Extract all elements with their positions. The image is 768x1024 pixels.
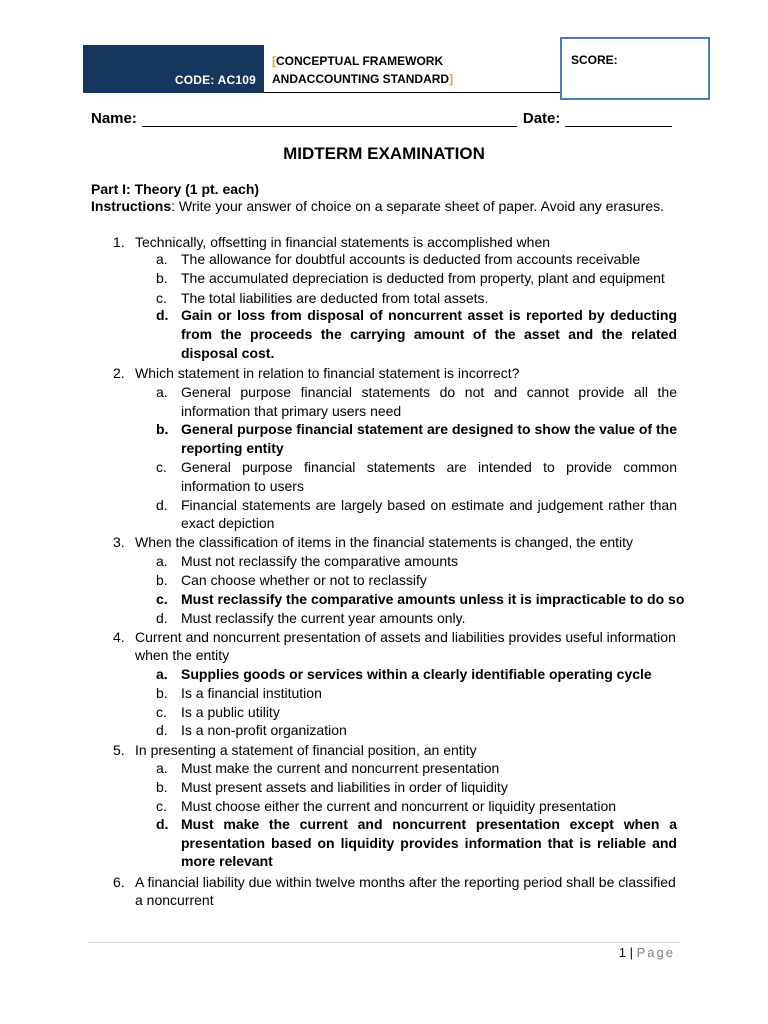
name-label: Name: — [91, 110, 137, 127]
option-letter: b. — [156, 421, 169, 437]
question-number: 3. — [113, 534, 125, 550]
date-label: Date: — [522, 110, 561, 127]
course-title-line2: ANDACCOUNTING STANDARD — [272, 72, 450, 86]
question-text: Current and noncurrent presentation of assets and liabilities provides useful information — [135, 629, 676, 645]
option-letter: b. — [156, 685, 168, 701]
option-letter: b. — [156, 572, 168, 588]
instructions-label: Instructions — [91, 198, 172, 214]
option-text: Gain or loss from disposal of noncurrent asset is reported by deducting — [181, 307, 677, 323]
question-number: 2. — [113, 365, 125, 381]
option-letter: a. — [156, 384, 168, 400]
option-letter: c. — [156, 459, 167, 475]
option-text: Must choose either the current and noncurrent or liquidity presentation — [181, 798, 617, 814]
course-title-line1: CONCEPTUAL FRAMEWORK — [276, 54, 444, 68]
question-text: A financial liability due within twelve months after the reporting period shall be classified — [135, 874, 676, 890]
option-text: information that primary users need — [181, 403, 402, 419]
option-text: Must reclassify the comparative amounts unless it is impracticable to do so — [181, 591, 685, 607]
option-text: General purpose financial statements are intended to provide common — [181, 459, 677, 475]
score-box — [560, 37, 710, 100]
option-text: Financial statements are largely based on estimate and judgement rather than — [181, 497, 677, 513]
bracket-close: ] — [449, 72, 454, 86]
option-text: The total liabilities are deducted from total assets. — [181, 290, 489, 306]
option-text: Must reclassify the current year amounts only. — [181, 610, 466, 626]
option-text: information to users — [181, 478, 304, 494]
option-letter: a. — [156, 760, 168, 776]
option-text: Is a financial institution — [181, 685, 322, 701]
option-text: Must make the current and noncurrent presentation — [181, 760, 500, 776]
question-text: when the entity — [135, 647, 230, 663]
option-letter: d. — [156, 816, 169, 832]
name-blank — [142, 112, 517, 127]
option-letter: d. — [156, 722, 168, 738]
option-text: from the proceeds the carrying amount of the asset and the related — [181, 326, 677, 342]
option-letter: b. — [156, 270, 168, 286]
option-letter: d. — [156, 497, 168, 513]
option-text: The allowance for doubtful accounts is deducted from accounts receivable — [181, 251, 641, 267]
option-text: Must not reclassify the comparative amounts — [181, 553, 459, 569]
course-title — [272, 52, 542, 88]
instructions-text: : Write your answer of choice on a separate sheet of paper. Avoid any erasures. — [171, 198, 665, 214]
option-letter: a. — [156, 553, 168, 569]
course-code: CODE: AC109 — [174, 73, 256, 87]
option-text: The accumulated depreciation is deducted from property, plant and equipment — [181, 270, 665, 286]
instructions — [91, 198, 664, 214]
question-text: a noncurrent — [135, 892, 214, 908]
option-text: Supplies goods or services within a clearly identifiable operating cycle — [181, 666, 652, 682]
option-letter: c. — [156, 704, 167, 720]
option-letter: d. — [156, 307, 169, 323]
option-text: exact depiction — [181, 515, 275, 531]
option-text: Is a public utility — [181, 704, 280, 720]
option-letter: a. — [156, 666, 168, 682]
option-letter: a. — [156, 251, 168, 267]
course-code-box — [83, 45, 264, 93]
footer-rule — [88, 942, 680, 943]
option-text: reporting entity — [181, 440, 284, 456]
option-text: Can choose whether or not to reclassify — [181, 572, 427, 588]
option-text: more relevant — [181, 853, 273, 869]
part-heading: Part I: Theory (1 pt. each) — [91, 181, 260, 197]
option-text: Must present assets and liabilities in order of liquidity — [181, 779, 508, 795]
option-letter: b. — [156, 779, 168, 795]
question-number: 6. — [113, 874, 125, 890]
question-text: Technically, offsetting in financial statements is accomplished when — [135, 234, 551, 250]
page-separator: | — [626, 945, 637, 960]
question-number: 1. — [113, 234, 125, 250]
header-rule — [264, 92, 561, 93]
bracket-open: [ — [272, 54, 276, 68]
page-word: Page — [636, 945, 675, 960]
page-number: 1 — [618, 945, 627, 960]
score-label: SCORE: — [571, 53, 618, 67]
option-letter: c. — [156, 591, 168, 607]
question-text: In presenting a statement of financial position, an entity — [135, 742, 477, 758]
option-text: presentation based on liquidity provides information that is reliable and — [181, 835, 677, 851]
option-letter: d. — [156, 610, 168, 626]
option-text: General purpose financial statements do not and cannot provide all the — [181, 384, 677, 400]
name-date-line — [91, 110, 672, 127]
option-text: Must make the current and noncurrent presentation except when a — [181, 816, 677, 832]
exam-title: MIDTERM EXAMINATION — [283, 144, 485, 163]
option-letter: c. — [156, 798, 167, 814]
question-number: 4. — [113, 629, 125, 645]
option-text: disposal cost. — [181, 345, 275, 361]
date-blank — [565, 112, 672, 127]
question-text: Which statement in relation to financial statement is incorrect? — [135, 365, 520, 381]
option-text: Is a non-profit organization — [181, 722, 347, 738]
option-text: General purpose financial statement are designed to show the value of the — [181, 421, 677, 437]
option-letter: c. — [156, 290, 167, 306]
question-text: When the classification of items in the financial statements is changed, the entity — [135, 534, 634, 550]
question-number: 5. — [113, 742, 125, 758]
page-footer — [619, 945, 675, 960]
